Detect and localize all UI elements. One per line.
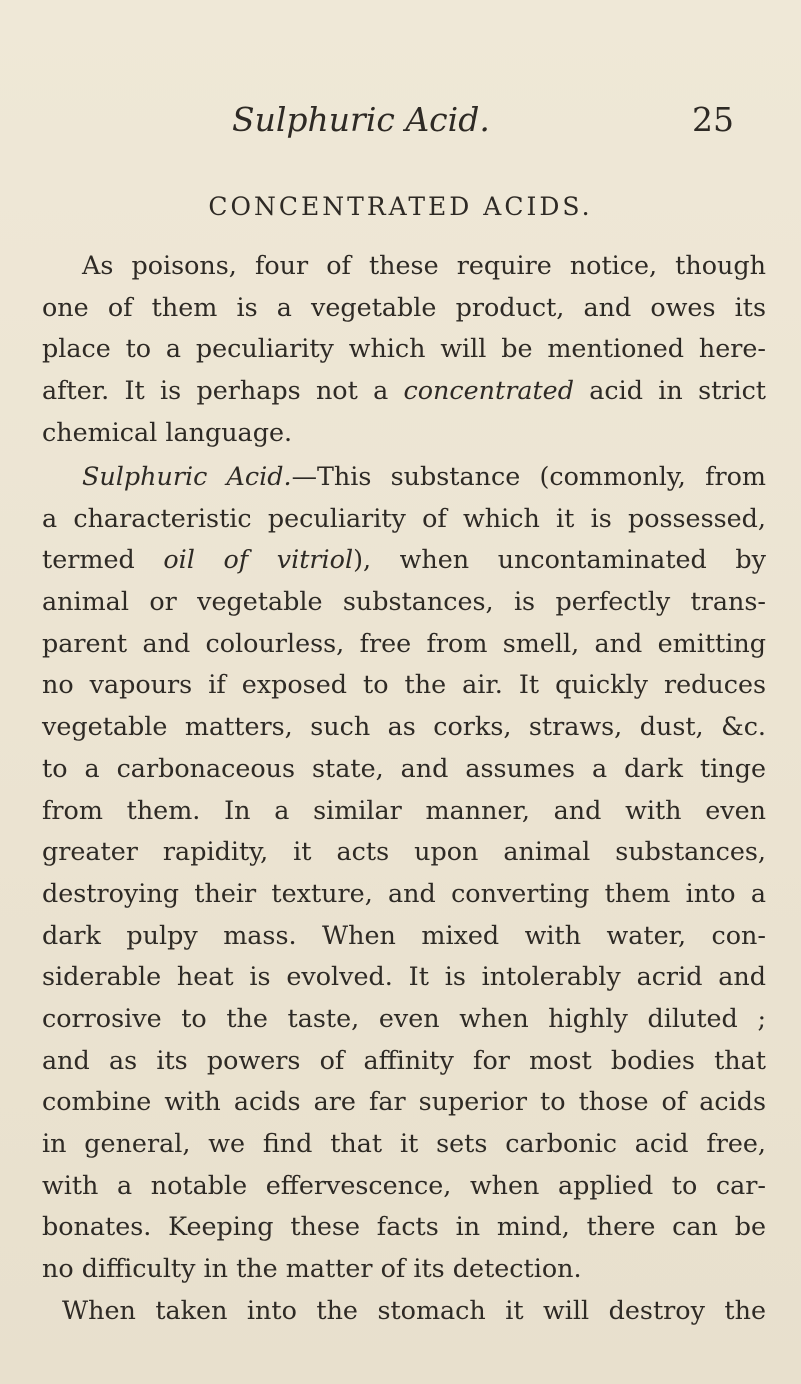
text-line: As poisons, four of these require notice, though <box>82 250 766 280</box>
text-line: When taken into the stomach it will destroy the <box>62 1294 766 1325</box>
text-line: bonates. Keeping these facts in mind, there can be <box>42 1211 766 1242</box>
text-line: to a carbonaceous state, and assumes a dark tinge <box>42 752 766 783</box>
text-line: chemical language. <box>42 416 293 447</box>
text-line <box>42 456 766 498</box>
text-line: a characteristic peculiarity of which it is possessed, <box>42 502 766 533</box>
text-line: one of them is a vegetable product, and owes its <box>42 291 766 322</box>
text-line: no difficulty in the matter of its detection. <box>42 1253 582 1284</box>
paragraph-intro <box>42 245 766 453</box>
text-line: destroying their texture, and converting them into a <box>42 877 766 908</box>
text-line <box>42 370 766 412</box>
paragraph-sulphuric-acid <box>42 456 766 1331</box>
text-line: combine with acids are far superior to those of acids <box>42 1086 766 1117</box>
text-line: from them. In a similar manner, and with even <box>42 794 766 825</box>
section-heading: CONCENTRATED ACIDS. <box>208 192 593 221</box>
text-line: vegetable matters, such as corks, straws, dust, &c. <box>42 711 766 742</box>
page-number: 25 <box>692 100 734 139</box>
text-line: corrosive to the taste, even when highly diluted ; <box>42 1002 766 1033</box>
italic-term: concentrated <box>403 375 574 406</box>
text-line: dark pulpy mass. When mixed with water, con- <box>42 919 766 950</box>
text-line: and as its powers of affinity for most bodies that <box>42 1044 766 1075</box>
italic-term: oil of vitriol <box>163 544 354 575</box>
page-header <box>0 100 801 150</box>
text-span: termed <box>42 544 164 575</box>
text-line: no vapours if exposed to the air. It quickly reduces <box>42 669 766 700</box>
text-line: in general, we find that it sets carbonic acid free, <box>42 1128 766 1158</box>
text-line: animal or vegetable substances, is perfectly trans- <box>42 586 766 617</box>
text-span: acid in strict <box>573 375 766 406</box>
text-line: with a notable effervescence, when applied to car- <box>42 1169 766 1200</box>
text-line: greater rapidity, it acts upon animal substances, <box>42 836 766 867</box>
subsection-title: Sulphuric Acid. <box>82 461 292 491</box>
text-line: place to a peculiarity which will be mentioned here- <box>42 333 766 364</box>
text-line <box>42 539 766 581</box>
text-span: ), when uncontaminated by <box>353 544 766 575</box>
text-span: after. It is perhaps not a <box>42 375 404 406</box>
text-line: siderable heat is evolved. It is intolerably acrid and <box>42 961 766 992</box>
text-line: parent and colourless, free from smell, and emitting <box>42 627 766 658</box>
running-title: Sulphuric Acid. <box>232 100 490 139</box>
text-span: —This substance (commonly, from <box>291 461 766 491</box>
